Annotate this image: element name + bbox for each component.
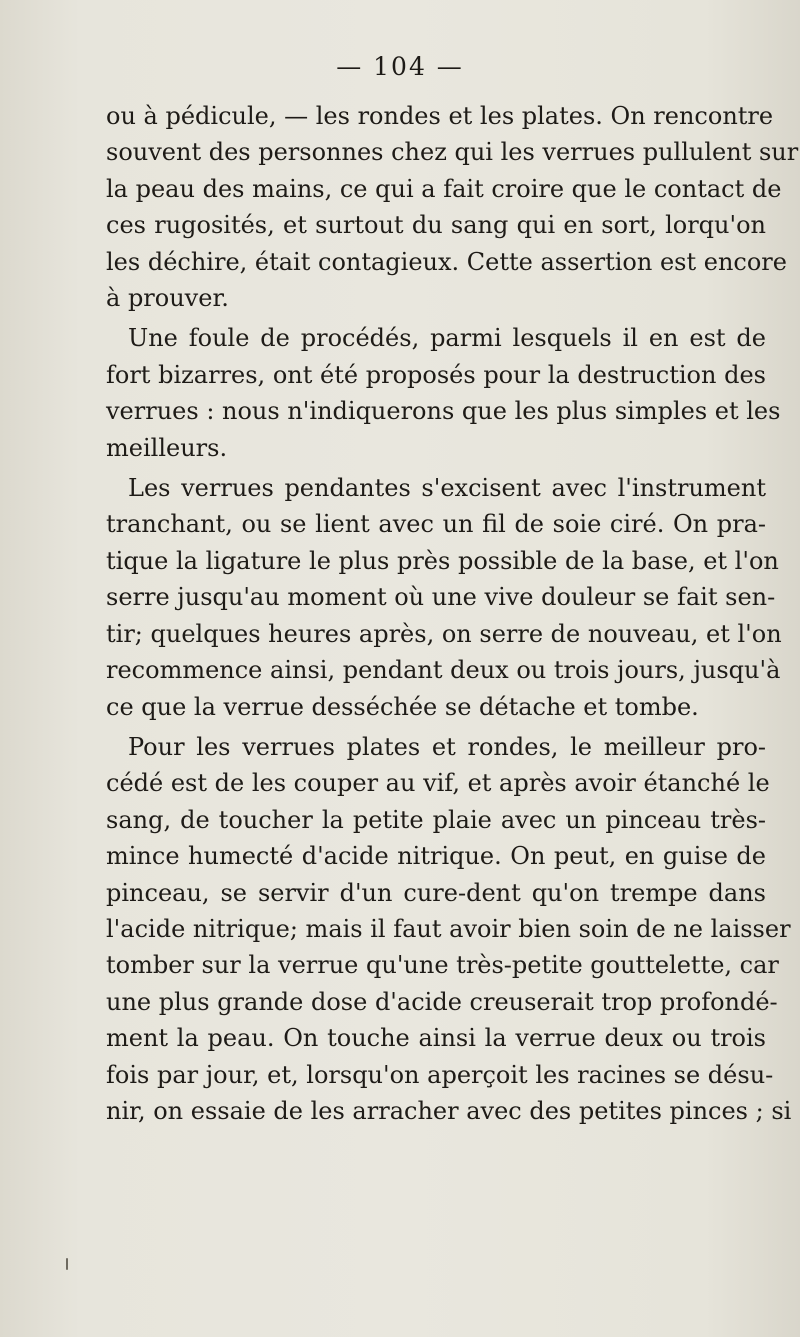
paragraph xyxy=(106,470,782,725)
text-line: mince humecté d'acide nitrique. On peut, en guise de xyxy=(106,842,766,871)
text-line: tir; quelques heures après, on serre de nouveau, et l'on xyxy=(106,619,782,648)
text-line: fois par jour, et, lorsqu'on aperçoit les racines se désu- xyxy=(106,1060,774,1089)
text-line: cédé est de les couper au vif, et après avoir étanché le xyxy=(106,769,770,798)
page-body-text xyxy=(106,98,799,1133)
text-line: serre jusqu'au moment où une vive douleur se fait sen- xyxy=(106,583,776,612)
text-line: Une foule de procédés, parmi lesquels il en est de xyxy=(128,324,766,353)
text-line: ce que la verrue desséchée se détache et tombe. xyxy=(106,692,699,721)
text-line: pinceau, se servir d'un cure-dent qu'on trempe dans xyxy=(106,878,766,907)
text-line: sang, de toucher la petite plaie avec un pinceau très- xyxy=(106,805,766,834)
text-line: souvent des personnes chez qui les verrues pullulent sur xyxy=(106,138,799,167)
paragraph xyxy=(106,729,792,1129)
page-number: — 104 — xyxy=(336,52,464,81)
text-line: verrues : nous n'indiquerons que les plus simples et les xyxy=(106,397,781,426)
text-line: Pour les verrues plates et rondes, le meilleur pro- xyxy=(128,732,766,761)
text-line: ou à pédicule, — les rondes et les plates. On rencontre xyxy=(106,102,774,130)
text-line: ces rugosités, et surtout du sang qui en sort, lorqu'on xyxy=(106,211,766,240)
text-line: nir, on essaie de les arracher avec des petites pinces ; si xyxy=(106,1096,792,1125)
text-line: Les verrues pendantes s'excisent avec l'instrument xyxy=(128,474,766,503)
text-line: les déchire, était contagieux. Cette assertion est encore xyxy=(106,247,787,276)
paragraph xyxy=(106,320,781,466)
text-line: fort bizarres, ont été proposés pour la destruction des xyxy=(106,360,766,389)
text-line: tique la ligature le plus près possible de la base, et l'on xyxy=(106,546,779,575)
text-line: tomber sur la verrue qu'une très-petite gouttelette, car xyxy=(106,951,779,980)
text-line: la peau des mains, ce qui a fait croire que le contact de xyxy=(106,174,782,203)
text-line: une plus grande dose d'acide creuserait trop profondé- xyxy=(106,987,778,1016)
text-line: tranchant, ou se lient avec un fil de soie ciré. On pra- xyxy=(106,510,766,539)
text-line: l'acide nitrique; mais il faut avoir bien soin de ne laisser xyxy=(106,914,791,943)
text-line: à prouver. xyxy=(106,284,229,313)
text-line: meilleurs. xyxy=(106,433,228,462)
paragraph xyxy=(106,98,799,316)
text-line: recommence ainsi, pendant deux ou trois jours, jusqu'à xyxy=(106,656,781,685)
text-line: ment la peau. On touche ainsi la verrue deux ou trois xyxy=(106,1024,766,1053)
paper-speck xyxy=(66,1258,68,1270)
